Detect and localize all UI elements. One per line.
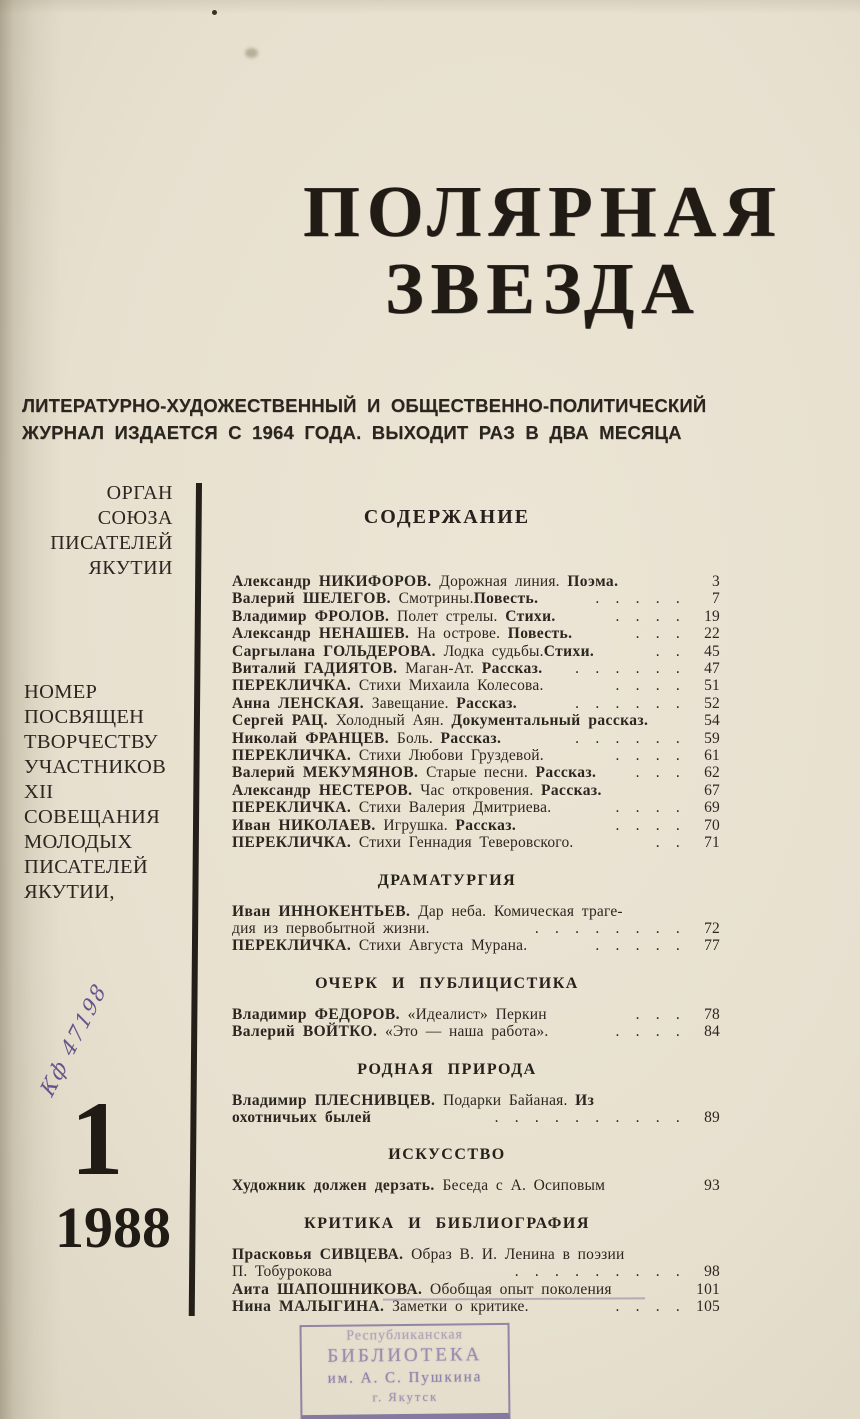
page-number: 105: [696, 1297, 720, 1315]
toc-entry-text: [232, 1177, 605, 1194]
toc-segment-bold: Владимир ФРОЛОВ.: [232, 607, 398, 625]
toc-entry-line: [232, 937, 720, 954]
leader-dots: . . . . . .: [575, 729, 680, 747]
toc-segment-bold: ПЕРЕКЛИЧКА.: [232, 799, 359, 817]
leader-dots: . . . . .: [595, 590, 680, 608]
page-number: 62: [704, 764, 720, 782]
toc-segment: Дорожная линия.: [439, 573, 568, 590]
section-heading: РОДНАЯ ПРИРОДА: [357, 1060, 537, 1078]
toc-entry-text: [232, 747, 544, 764]
toc-entry-line: [232, 1092, 720, 1109]
toc-segment-bold: Саргылана ГОЛЬДЕРОВА.: [232, 642, 444, 660]
page-number: 47: [704, 660, 720, 678]
page-number: 7: [712, 590, 720, 608]
toc-segment: Лодка судьбы.: [443, 642, 544, 660]
toc-segment-bold: Из: [575, 1091, 595, 1109]
toc-entry-text: [232, 1109, 371, 1126]
toc-entry-text: [232, 1006, 547, 1023]
toc-entry-line: [232, 1246, 720, 1263]
toc-entry-text: [232, 695, 517, 712]
toc-entry-text: [232, 1023, 548, 1040]
toc-segment-bold: Александр НЕНАШЕВ.: [232, 625, 418, 643]
toc-segment: «Идеалист» Перкин: [407, 1005, 547, 1023]
dedication-line: ТВОРЧЕСТВУ: [24, 731, 158, 753]
magazine-subtitle-line1: ЛИТЕРАТУРНО-ХУДОЖЕСТВЕННЫЙ И ОБЩЕСТВЕННО-ПОЛИТИЧЕСКИЙ: [22, 395, 707, 416]
dedication-line: СОВЕЩАНИЯ: [24, 806, 161, 828]
toc-segment: дия из первобытной жизни.: [232, 919, 430, 937]
toc-segment: Смотрины.: [398, 590, 474, 608]
toc-entry-text: [232, 712, 648, 729]
toc-segment-bold: Художник должен дерзать.: [232, 1177, 443, 1195]
leader-dots: . . . .: [615, 607, 680, 625]
issue-year: 1988: [55, 1195, 171, 1260]
toc-entry-text: [232, 1246, 624, 1263]
toc-entry-text: [232, 730, 501, 747]
magazine-title-line1: ПОЛЯРНАЯ: [303, 170, 783, 252]
toc-segment-bold: Иван НИКОЛАЕВ.: [232, 816, 384, 834]
toc-entry-line: [232, 1263, 720, 1280]
toc-segment-bold: Прасковья СИВЦЕВА.: [232, 1245, 412, 1263]
toc-entry-text: [232, 817, 516, 834]
toc-segment-bold: ПЕРЕКЛИЧКА.: [232, 747, 359, 765]
page-number: 70: [704, 816, 720, 834]
toc-entry-line: [232, 1109, 720, 1126]
leader-dots: . .: [655, 834, 680, 852]
leader-dots: . . . . . .: [575, 694, 680, 712]
stamp-line-yakutsk: г. Якутск: [372, 1389, 439, 1405]
toc-segment: Холодный Аян.: [335, 712, 452, 730]
toc-entry-text: [232, 1092, 594, 1109]
toc-segment-bold: Повесть.: [507, 625, 573, 643]
toc-segment-bold: Валерий МЕКУМЯНОВ.: [232, 764, 427, 782]
toc-segment-bold: Сергей РАЦ.: [232, 712, 336, 730]
toc-segment-bold: Александр НИКИФОРОВ.: [232, 573, 440, 590]
toc-segment: Старые песни.: [426, 764, 536, 782]
toc-entry-text: [232, 643, 594, 660]
publisher-line: ОРГАН: [106, 482, 173, 504]
toc-segment-bold: Николай ФРАНЦЕВ.: [232, 729, 397, 747]
page-number: 59: [704, 729, 720, 747]
toc-segment-bold: охотничьих былей: [232, 1108, 372, 1126]
toc-segment: Заметки о критике.: [392, 1297, 529, 1315]
toc-entry-line: [232, 573, 720, 590]
leader-dots: . . . . . .: [575, 660, 680, 678]
toc-entry-line: [232, 712, 720, 729]
section-heading: ОЧЕРК И ПУБЛИЦИСТИКА: [315, 974, 579, 992]
toc-entry-line: [232, 764, 720, 781]
toc-segment-bold: Документальный рассказ.: [451, 712, 649, 730]
toc-entry-line: [232, 590, 720, 607]
table-of-contents: [232, 505, 720, 1315]
dedication-line: ЯКУТИИ,: [24, 881, 115, 903]
page-number: 98: [704, 1263, 720, 1281]
toc-entry-line: [232, 1023, 720, 1040]
leader-dots: . . .: [635, 764, 680, 782]
toc-segment-bold: Владимир ПЛЕСНИВЦЕВ.: [232, 1091, 444, 1109]
toc-segment: П. Тобурокова: [232, 1263, 333, 1281]
magazine-subtitle: [22, 393, 728, 446]
page-number: 69: [704, 799, 720, 817]
toc-entry-line: [232, 1298, 720, 1315]
toc-segment-bold: Рассказ.: [440, 729, 502, 747]
toc-entry-text: [232, 937, 527, 954]
toc-segment-bold: Аита ШАПОШНИКОВА.: [232, 1280, 431, 1298]
leader-dots: . . . .: [615, 1297, 680, 1315]
stamp-line-republican: Республиканская: [346, 1327, 464, 1344]
toc-entry-text: [232, 1298, 529, 1315]
toc-entry-line: [232, 677, 720, 694]
toc-segment-bold: ПЕРЕКЛИЧКА.: [232, 834, 359, 852]
paper-smudge: [245, 48, 258, 58]
dedication-line: МОЛОДЫХ: [24, 831, 133, 853]
page-number: 54: [704, 712, 720, 730]
toc-segment-bold: Владимир ФЕДОРОВ.: [232, 1005, 408, 1023]
toc-entry-line: [232, 660, 720, 677]
toc-entry-text: [232, 764, 596, 781]
toc-segment-bold: Иван ИННОКЕНТЬЕВ.: [232, 902, 419, 920]
toc-entry-text: [232, 660, 543, 677]
toc-segment-bold: Анна ЛЕНСКАЯ.: [232, 694, 372, 712]
toc-segment: Маган-Ат.: [405, 660, 482, 678]
toc-segment: Стихи Валерия Дмитриева.: [358, 799, 552, 817]
publisher-line: ПИСАТЕЛЕЙ: [50, 532, 173, 554]
library-stamp: [299, 1323, 510, 1419]
page-number: 61: [704, 747, 720, 765]
page-number: 77: [704, 937, 720, 955]
leader-dots: . . . .: [615, 677, 680, 695]
toc-entry-text: [232, 1263, 332, 1280]
toc-segment-bold: Александр НЕСТЕРОВ.: [232, 781, 421, 799]
issue-number: 1: [70, 1080, 124, 1197]
leader-dots: . . . . . . . . .: [514, 1263, 680, 1281]
toc-entry-line: [232, 643, 720, 660]
toc-segment: Боль.: [396, 729, 441, 747]
section-heading: КРИТИКА И БИБЛИОГРАФИЯ: [304, 1214, 590, 1232]
toc-segment: Стихи Михаила Колесова.: [358, 677, 544, 695]
page-number: 84: [704, 1023, 720, 1041]
leader-dots: . . . .: [615, 799, 680, 817]
page-number: 101: [696, 1280, 720, 1298]
dedication-line: ПОСВЯЩЕН: [24, 706, 145, 728]
leader-dots: . . . . . . . . . .: [494, 1108, 680, 1126]
toc-segment: На острове.: [417, 625, 508, 643]
toc-segment-bold: Стихи.: [505, 607, 556, 625]
toc-segment: Стихи Августа Мурана.: [358, 937, 528, 955]
toc-segment-bold: Виталий ГАДИЯТОВ.: [232, 660, 406, 678]
toc-segment-bold: Рассказ.: [455, 816, 517, 834]
publisher-line: ЯКУТИИ: [88, 557, 173, 579]
leader-dots: . . . .: [615, 747, 680, 765]
publisher-line: СОЮЗА: [97, 507, 173, 529]
toc-entry-text: [232, 920, 430, 937]
section-heading: ДРАМАТУРГИЯ: [377, 871, 517, 889]
page-number: 45: [704, 642, 720, 660]
page-number: 71: [704, 834, 720, 852]
toc-segment-bold: Валерий ШЕЛЕГОВ.: [232, 590, 399, 608]
toc-entry-line: [232, 817, 720, 834]
magazine-title-line2: ЗВЕЗДА: [385, 247, 701, 329]
toc-entry-text: [232, 1281, 612, 1298]
page-number: 3: [712, 573, 720, 590]
page-number: 93: [704, 1177, 720, 1195]
toc-segment-bold: Валерий ВОЙТКО.: [232, 1023, 386, 1041]
magazine-subtitle-line2: ЖУРНАЛ ИЗДАЕТСЯ С 1964 ГОДА. ВЫХОДИТ РАЗ В ДВА МЕСЯЦА: [22, 421, 682, 443]
handwritten-inventory-number: Кф 47198: [36, 978, 112, 1101]
toc-entry-text: [232, 782, 602, 799]
toc-entry-text: [232, 590, 538, 607]
contents-heading: СОДЕРЖАНИЕ: [363, 506, 531, 528]
toc-entry-line: [232, 730, 720, 747]
leader-dots: . . .: [635, 1005, 680, 1023]
toc-entry-text: [232, 608, 556, 625]
toc-entry-line: [232, 1177, 720, 1194]
toc-entry-line: [232, 834, 720, 851]
page-number: 51: [704, 677, 720, 695]
toc-segment: Дар неба. Комическая траге-: [418, 902, 623, 920]
toc-segment: Стихи Геннадия Теверовского.: [358, 834, 574, 852]
toc-segment-bold: Рассказ.: [456, 694, 518, 712]
toc-segment-bold: Повесть.: [473, 590, 539, 608]
toc-segment-bold: Рассказ.: [535, 764, 597, 782]
leader-dots: . . .: [635, 625, 680, 643]
page-number: 22: [704, 625, 720, 643]
page-number: 52: [704, 694, 720, 712]
stamp-line-library: БИБЛИОТЕКА: [327, 1344, 483, 1367]
toc-segment: Завещание.: [371, 694, 457, 712]
toc-entry-line: [232, 695, 720, 712]
contents-body: [232, 573, 720, 1315]
toc-segment: Образ В. И. Ленина в поэзии: [411, 1245, 625, 1263]
toc-segment-bold: Рассказ.: [541, 781, 602, 799]
toc-segment-bold: Стихи.: [543, 642, 595, 660]
leader-dots: . . . .: [615, 1023, 680, 1041]
toc-segment-bold: ПЕРЕКЛИЧКА.: [232, 677, 359, 695]
page-number: 89: [704, 1108, 720, 1126]
leader-dots: . . . . .: [595, 937, 680, 955]
dedication-line: XII: [24, 781, 54, 803]
toc-entry-text: [232, 903, 623, 920]
dedication-line: УЧАСТНИКОВ: [24, 756, 167, 778]
toc-entry-line: [232, 903, 720, 920]
toc-segment: Час откровения.: [420, 781, 542, 799]
paper-speck: [212, 10, 217, 15]
toc-segment-bold: ПЕРЕКЛИЧКА.: [232, 937, 359, 955]
toc-entry-line: [232, 782, 720, 799]
stamp-line-pushkin: им. А. С. Пушкина: [327, 1369, 483, 1387]
page-number: 67: [704, 781, 720, 799]
toc-entry-line: [232, 799, 720, 816]
publisher-block: [20, 481, 173, 581]
toc-segment-bold: Рассказ.: [481, 660, 543, 678]
page-number: 78: [704, 1005, 720, 1023]
toc-segment: Обобщая опыт поколения: [430, 1280, 612, 1298]
leader-dots: . .: [655, 642, 680, 660]
toc-segment: Подарки Байаная.: [443, 1091, 576, 1109]
leader-dots: . . . . . . . .: [534, 919, 680, 937]
toc-entry-line: [232, 1006, 720, 1023]
page-number: 72: [704, 919, 720, 937]
toc-entry-text: [232, 573, 618, 590]
dedication-block: [24, 680, 199, 905]
toc-entry-line: [232, 608, 720, 625]
toc-segment: Полет стрелы.: [397, 607, 506, 625]
toc-entry-text: [232, 677, 544, 694]
toc-segment: Беседа с А. Осиповым: [442, 1177, 606, 1195]
toc-entry-line: [232, 625, 720, 642]
leader-dots: . . . .: [615, 816, 680, 834]
toc-entry-text: [232, 625, 572, 642]
toc-segment: Игрушка.: [383, 816, 456, 834]
toc-segment-bold: Нина МАЛЫГИНА.: [232, 1297, 393, 1315]
toc-segment-bold: Поэма.: [567, 573, 619, 590]
toc-entry-text: [232, 799, 551, 816]
dedication-line: ПИСАТЕЛЕЙ: [24, 856, 148, 878]
toc-entry-text: [232, 834, 574, 851]
section-heading: ИСКУССТВО: [388, 1146, 506, 1164]
toc-entry-line: [232, 747, 720, 764]
toc-segment: «Это — наша работа».: [385, 1023, 549, 1041]
toc-segment: Стихи Любови Груздевой.: [358, 747, 544, 765]
toc-entry-line: [232, 920, 720, 937]
magazine-title: [300, 170, 786, 329]
toc-entry-line: [232, 1281, 720, 1298]
page-number: 19: [704, 607, 720, 625]
dedication-line: НОМЕР: [24, 681, 98, 703]
